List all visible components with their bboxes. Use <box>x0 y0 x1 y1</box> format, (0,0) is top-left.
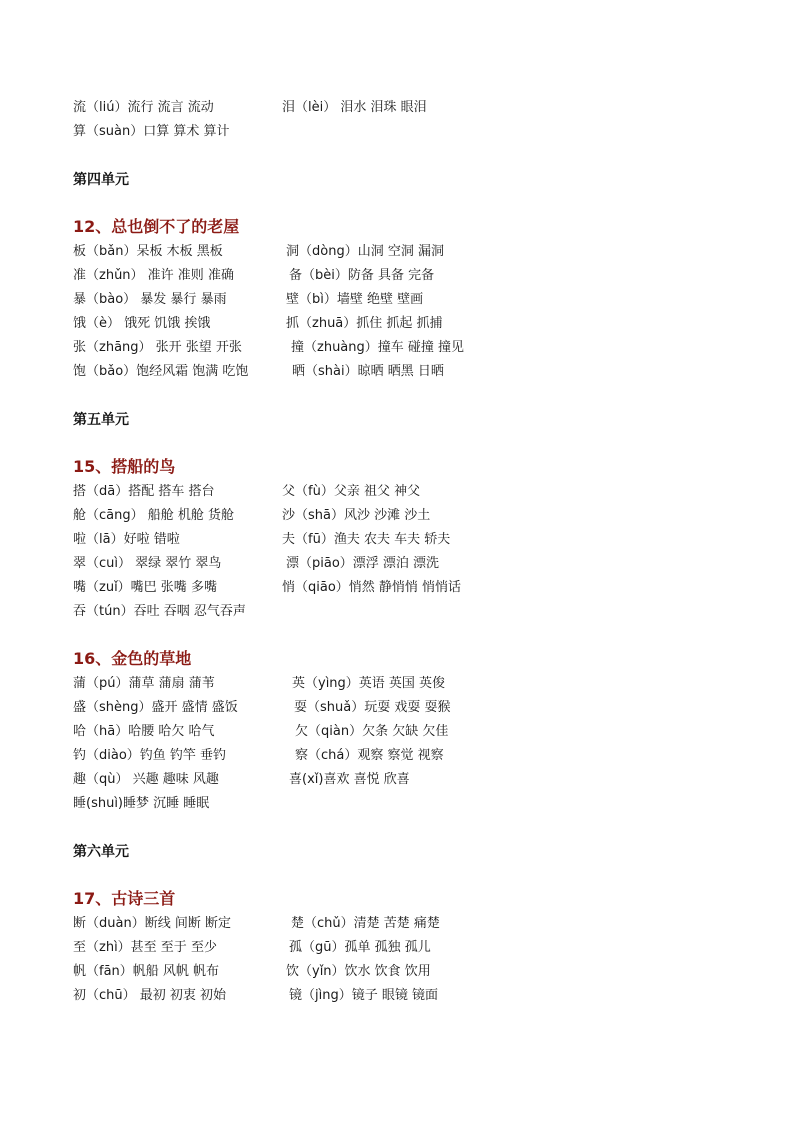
vocab-entry: 暴（bào） 暴发 暴行 暴雨 <box>73 292 227 307</box>
vocab-entry: 晒（shài）晾晒 晒黑 日晒 <box>292 364 444 379</box>
vocab-entry: 至（zhì）甚至 至于 至少 <box>73 940 217 955</box>
vocab-entry: 帆（fān）帆船 风帆 帆布 <box>73 964 220 979</box>
lesson-heading: 15、搭船的鸟 <box>73 457 176 476</box>
vocab-entry: 备（bèi）防备 具备 完备 <box>289 268 435 283</box>
lesson-heading: 12、总也倒不了的老屋 <box>73 217 240 236</box>
vocab-entry: 初（chū） 最初 初衷 初始 <box>73 988 227 1003</box>
vocab-entry: 喜(xǐ)喜欢 喜悦 欣喜 <box>289 772 410 787</box>
vocab-entry: 睡(shuì)睡梦 沉睡 睡眠 <box>73 796 210 811</box>
vocab-entry: 算（suàn）口算 算术 算计 <box>73 124 230 139</box>
vocab-entry: 蒲（pú）蒲草 蒲扇 蒲苇 <box>73 676 215 691</box>
vocab-entry: 沙（shā）风沙 沙滩 沙土 <box>282 508 431 523</box>
vocab-entry: 哈（hā）哈腰 哈欠 哈气 <box>73 724 215 739</box>
vocab-entry: 镜（jìng）镜子 眼镜 镜面 <box>289 988 438 1003</box>
vocab-entry: 钓（diào）钓鱼 钓竿 垂钓 <box>73 748 227 763</box>
vocab-entry: 察（chá）观察 察觉 视察 <box>295 748 444 763</box>
vocab-entry: 吞（tún）吞吐 吞咽 忍气吞声 <box>73 604 246 619</box>
vocab-entry: 趣（qù） 兴趣 趣味 风趣 <box>73 772 219 787</box>
vocab-entry: 英（yìng）英语 英国 英俊 <box>292 676 446 691</box>
vocab-entry: 壁（bì）墙壁 绝壁 壁画 <box>286 292 424 307</box>
vocab-entry: 欠（qiàn）欠条 欠缺 欠佳 <box>295 724 449 739</box>
vocab-entry: 搭（dā）搭配 搭车 搭台 <box>73 484 215 499</box>
vocab-entry: 耍（shuǎ）玩耍 戏耍 耍猴 <box>294 700 451 715</box>
vocab-entry: 父（fù）父亲 祖父 神父 <box>282 484 421 499</box>
vocab-entry: 楚（chǔ）清楚 苦楚 痛楚 <box>291 916 440 931</box>
vocab-entry: 洞（dòng）山洞 空洞 漏洞 <box>286 244 444 259</box>
vocab-entry: 悄（qiāo）悄然 静悄悄 悄悄话 <box>282 580 462 595</box>
lesson-heading: 16、金色的草地 <box>73 649 192 668</box>
vocab-entry: 饮（yǐn）饮水 饮食 饮用 <box>286 964 431 979</box>
vocab-entry: 漂（piāo）漂浮 漂泊 漂洗 <box>286 556 440 571</box>
vocab-entry: 泪（lèi） 泪水 泪珠 眼泪 <box>282 100 427 115</box>
vocab-entry: 张（zhāng） 张开 张望 开张 <box>73 340 242 355</box>
vocab-entry: 盛（shèng）盛开 盛情 盛饭 <box>73 700 238 715</box>
unit-heading: 第五单元 <box>73 412 129 428</box>
vocab-entry: 夫（fū）渔夫 农夫 车夫 轿夫 <box>282 532 451 547</box>
vocab-entry: 嘴（zuǐ）嘴巴 张嘴 多嘴 <box>73 580 217 595</box>
vocab-entry: 断（duàn）断线 间断 断定 <box>73 916 231 931</box>
vocab-entry: 翠（cuì） 翠绿 翠竹 翠鸟 <box>73 556 222 571</box>
vocab-entry: 孤（gū）孤单 孤独 孤儿 <box>289 940 431 955</box>
vocab-entry: 啦（lā）好啦 错啦 <box>73 532 180 547</box>
vocab-entry: 准（zhǔn） 准许 准则 准确 <box>73 268 234 283</box>
lesson-heading: 17、古诗三首 <box>73 889 176 908</box>
vocab-entry: 流（liú）流行 流言 流动 <box>73 100 214 115</box>
vocab-entry: 撞（zhuàng）撞车 碰撞 撞见 <box>291 340 465 355</box>
vocab-entry: 板（bǎn）呆板 木板 黑板 <box>73 244 223 259</box>
unit-heading: 第六单元 <box>73 844 129 860</box>
vocab-entry: 饿（è） 饿死 饥饿 挨饿 <box>73 316 211 331</box>
unit-heading: 第四单元 <box>73 172 129 188</box>
vocab-entry: 抓（zhuā）抓住 抓起 抓捕 <box>286 316 443 331</box>
vocab-entry: 舱（cāng） 船舱 机舱 货舱 <box>73 508 235 523</box>
vocab-entry: 饱（bǎo）饱经风霜 饱满 吃饱 <box>73 364 249 379</box>
